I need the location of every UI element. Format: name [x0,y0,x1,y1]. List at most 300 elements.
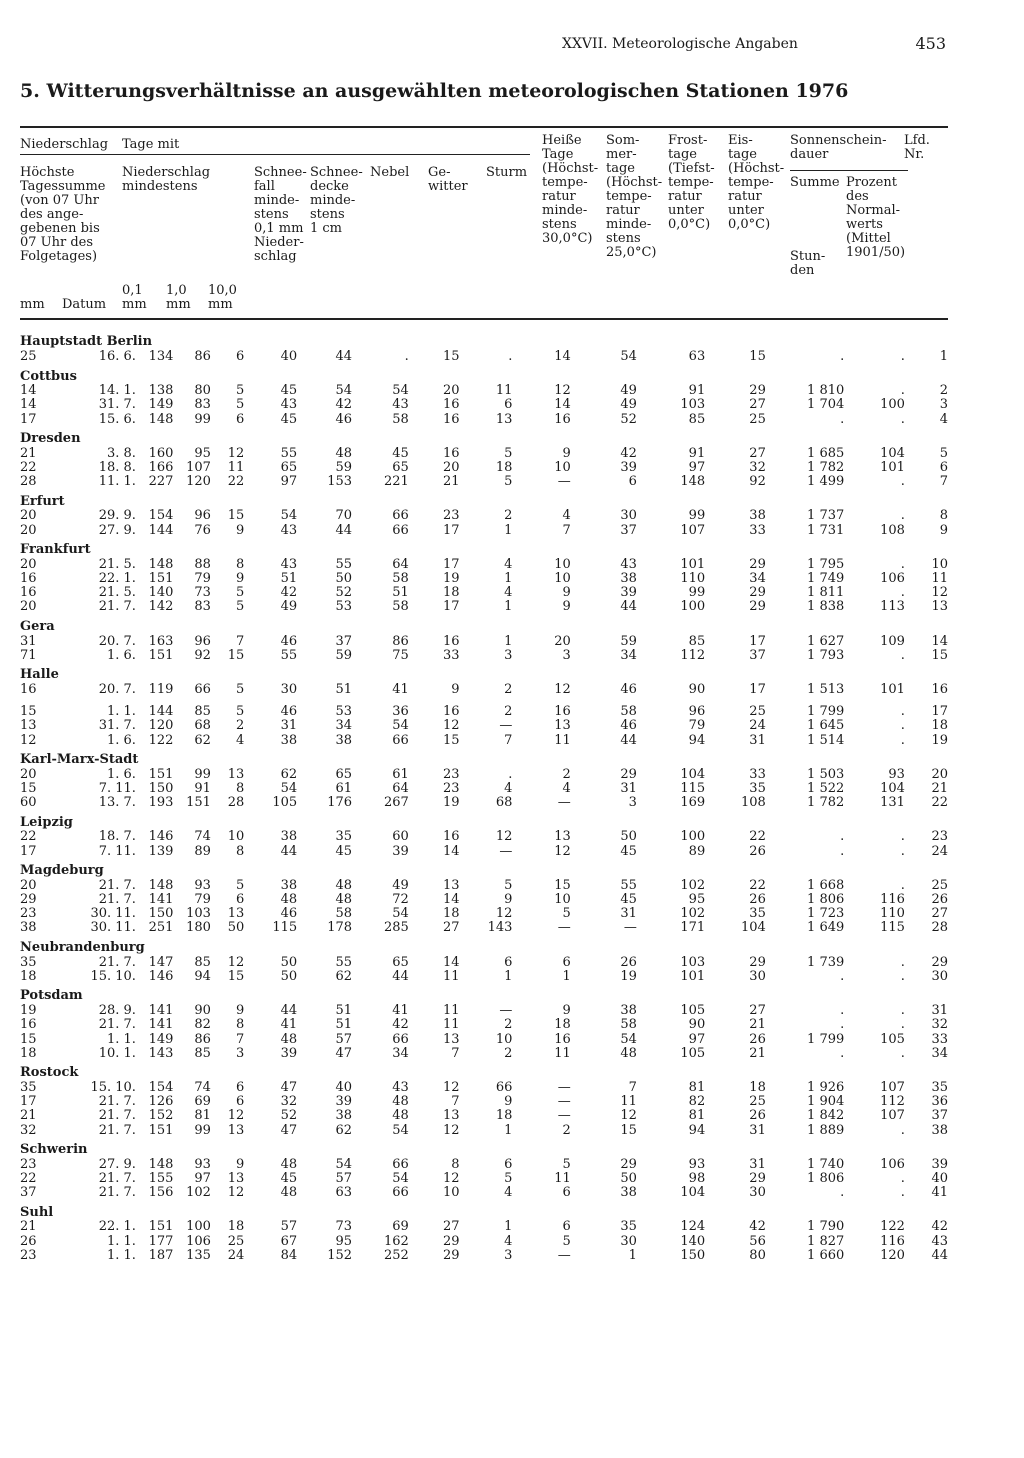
table-cell: 21 [749,1045,766,1061]
table-cell: — [499,1003,513,1019]
table-cell: 17 [20,843,37,859]
table-cell: 84 [280,1247,298,1263]
table-cell: 51 [280,571,298,587]
table-cell: 12 [20,732,37,748]
table-cell: 54 [392,718,409,734]
table-cell: 45 [392,445,409,461]
table-cell: 101 [680,556,706,572]
table-cell: 20 [554,633,571,649]
table-cell: 143 [487,920,513,936]
table-cell: 60 [20,795,37,811]
table-cell: 35 [335,829,353,845]
table-cell: 1 [504,633,513,649]
table-cell: 30. 11. [90,920,136,936]
table-cell: 9 [235,1003,245,1019]
table-cell: 44 [280,1003,298,1019]
hdr-sturm: Sturm [486,165,528,180]
table-cell: . [404,349,409,364]
table-cell: 146 [148,829,174,845]
table-row [20,1172,948,1186]
table-cell: 15 [20,781,37,797]
table-cell: 14 [554,397,571,413]
table-cell: 26 [749,892,766,908]
table-cell: 1 499 [807,474,845,490]
table-cell: . [840,968,845,984]
table-cell: 5 [562,1233,571,1249]
table-cell: 58 [392,599,409,615]
table-cell: 27. 9. [98,1156,136,1172]
table-cell: 85 [194,704,211,720]
table-cell: 27 [749,397,766,413]
table-cell: 14 [442,843,460,859]
table-cell: 20 [442,460,460,476]
table-cell: 134 [148,349,174,364]
table-cell: 1 810 [807,383,845,399]
table-cell: 100 [680,829,706,845]
station-name: Suhl [20,1204,54,1220]
table-cell: . [840,1003,845,1019]
table-cell: 116 [880,892,905,908]
table-cell: 16 [442,445,460,461]
table-cell: 4 [504,781,513,797]
table-cell: . [900,829,905,845]
table-cell: 43 [280,397,298,413]
table-cell: 1 723 [807,906,845,922]
station-name: Potsdam [20,988,83,1004]
weather-table [20,330,948,1263]
table-cell: 44 [620,599,637,615]
table-cell: 44 [392,968,409,984]
table-row [20,956,948,970]
table-cell: 24 [931,843,948,859]
table-cell: 15 [931,647,948,663]
table-cell: 1 749 [807,571,845,587]
table-cell: 17 [442,522,460,538]
table-row [20,893,948,907]
table-cell: 21. 7. [98,954,136,970]
hdr-heisse: Heiße Tage (Höchst- tempe- ratur minde- stens 30,0°C) [542,133,599,246]
table-cell: 171 [680,920,706,936]
table-cell: 50 [620,829,637,845]
table-cell: 155 [148,1170,174,1186]
table-cell: 74 [194,829,211,845]
table-cell: 10 [554,460,571,476]
table-cell: 148 [680,474,706,490]
table-cell: 221 [383,474,409,490]
table-row [20,879,948,893]
table-cell: 11. 1. [98,474,136,490]
table-cell: 6 [628,474,637,490]
table-cell: 31 [931,1003,948,1019]
table-cell: 1 842 [807,1108,845,1124]
table-cell: 27 [749,1003,766,1019]
table-cell: 4 [562,781,571,797]
table-cell: 104 [680,1185,706,1201]
table-cell: 2 [504,1017,513,1033]
table-cell: 1 [504,599,513,615]
table-cell: 37 [620,522,637,538]
table-cell: 1 799 [807,704,845,720]
table-cell: 9 [939,522,948,538]
table-cell: 85 [688,411,706,427]
table-cell: 66 [392,508,409,524]
table-cell: 30. 11. [90,906,136,922]
table-cell: 148 [148,1156,174,1172]
table-cell: 13 [442,1108,460,1124]
table-cell: 17 [749,682,766,698]
table-cell: 31. 7. [98,397,136,413]
hdr-frost: Frost- tage (Tiefst- tempe- ratur unter 0,0°C) [668,133,715,232]
table-cell: 1 649 [807,920,845,936]
table-cell: 21 [20,1108,37,1124]
table-cell: 15 [442,732,460,748]
table-cell: 32 [280,1094,298,1110]
table-cell: 66 [392,732,409,748]
table-cell: 10 [554,556,571,572]
table-cell: 12 [227,1108,245,1124]
table-cell: 105 [680,1045,706,1061]
table-cell: 3. 8. [106,445,136,461]
table-cell: 12 [227,445,245,461]
table-cell: 107 [880,1079,905,1095]
table-cell: 21. 7. [98,1185,136,1201]
table-cell: 52 [280,1108,298,1124]
table-cell: 17 [442,556,460,572]
table-cell: 16 [20,571,37,587]
table-cell: 20 [20,556,37,572]
table-cell: 105 [272,795,298,811]
table-cell: 35 [20,1079,37,1095]
table-cell: 41 [392,682,409,698]
table-cell: 54 [280,781,298,797]
table-cell: 187 [148,1247,174,1263]
table-cell: 3 [235,1045,245,1061]
table-cell: — [499,843,513,859]
table-cell: 6 [562,1219,571,1235]
table-cell: 109 [880,633,905,649]
table-cell: 100 [680,599,706,615]
table-cell: 1 806 [807,1170,845,1186]
table-cell: 5 [235,877,245,893]
table-cell: 15. 10. [90,1079,136,1095]
table-cell: — [557,1108,571,1124]
table-cell: 20 [20,599,37,615]
table-cell: 38 [280,829,298,845]
table-cell: 139 [148,843,174,859]
table-cell: 31 [620,781,637,797]
table-row [20,1109,948,1123]
table-row [20,398,948,412]
table-cell: 107 [680,522,706,538]
table-cell: 38 [280,732,298,748]
table-cell: 79 [688,718,706,734]
table-cell: 16 [442,704,460,720]
table-row [20,1186,948,1200]
station-name: Halle [20,667,59,683]
table-cell: 1 [562,968,571,984]
table-row [20,768,948,782]
table-cell: 15 [442,349,460,364]
table-cell: 1 739 [807,954,845,970]
table-cell: . [840,349,845,364]
table-cell: 21. 7. [98,1122,136,1138]
table-cell: 21. 7. [98,1017,136,1033]
table-cell: 75 [392,647,409,663]
table-row [20,649,948,663]
table-cell: 38 [280,877,298,893]
table-cell: 21. 7. [98,1108,136,1124]
table-cell: 35 [20,954,37,970]
table-cell: 166 [148,460,174,476]
table-cell: 62 [335,968,353,984]
table-cell: 35 [749,906,766,922]
table-cell: 43 [280,522,298,538]
table-cell: . [900,474,905,490]
table-cell: 30 [749,1185,766,1201]
table-row [20,461,948,475]
table-cell: 110 [880,906,905,922]
table-cell: 8 [235,1017,245,1033]
station-header [20,615,948,635]
table-cell: 34 [335,718,353,734]
table-cell: 59 [620,633,637,649]
table-cell: 29 [620,766,637,782]
table-cell: 9 [235,522,245,538]
table-cell: — [557,474,571,490]
table-cell: 126 [148,1094,174,1110]
table-cell: 6 [235,892,245,908]
station-header [20,427,948,447]
table-cell: 30 [280,682,298,698]
table-cell: 135 [186,1247,211,1263]
table-cell: 50 [620,1170,637,1186]
table-title: 5. Witterungsverhältnisse an ausgewählten meteorologischen Stationen 1976 [20,80,849,102]
table-cell: 82 [194,1017,211,1033]
table-cell: 3 [628,795,637,811]
table-cell: 40 [335,1079,353,1095]
table-cell: — [557,1079,571,1095]
table-cell: — [557,1094,571,1110]
table-cell: 1 [504,571,513,587]
table-cell: 16 [442,411,460,427]
table-cell: 156 [148,1185,174,1201]
table-row [20,796,948,810]
table-cell: 37 [931,1108,948,1124]
table-cell: 72 [392,892,409,908]
table-cell: 20. 7. [98,633,136,649]
table-cell: 22 [931,795,948,811]
table-cell: 102 [186,1185,211,1201]
table-cell: 97 [194,1170,211,1186]
table-cell: 107 [880,1108,905,1124]
table-cell: . [900,349,905,364]
table-cell: 11 [554,1170,571,1186]
table-cell: 1 [504,1219,513,1235]
table-cell: 6 [235,411,245,427]
station-name: Leipzig [20,814,73,830]
table-cell: 6 [235,349,245,364]
table-cell: 34 [749,571,766,587]
table-cell: 120 [148,718,174,734]
table-row [20,1004,948,1018]
table-cell: 46 [620,718,637,734]
table-cell: 15 [749,349,766,364]
table-cell: 73 [335,1219,353,1235]
table-cell: 14 [554,349,571,364]
table-cell: 93 [688,1156,706,1172]
table-cell: 79 [194,892,211,908]
table-cell: 148 [148,411,174,427]
table-cell: 29 [442,1247,460,1263]
table-cell: 13 [227,766,245,782]
table-cell: . [508,766,513,782]
table-cell: 12 [442,1170,460,1186]
table-cell: 151 [148,571,174,587]
table-cell: 66 [392,1156,409,1172]
table-cell: 24 [749,718,766,734]
table-cell: 141 [148,1017,174,1033]
table-cell: 14 [931,633,948,649]
table-cell: 32 [931,1017,948,1033]
table-cell: 23 [931,829,948,845]
table-cell: 21 [749,1017,766,1033]
table-cell: 98 [688,1170,706,1186]
table-cell: 85 [194,1045,211,1061]
station-header [20,936,948,956]
table-cell: 5 [504,474,513,490]
table-cell: 28 [20,474,37,490]
table-cell: 147 [148,954,174,970]
table-cell: 8 [235,781,245,797]
table-cell: 6 [939,460,948,476]
table-cell: 2 [504,1045,513,1061]
table-cell: . [900,383,905,399]
table-cell: 38 [335,1108,353,1124]
table-row [20,830,948,844]
table-cell: 13 [442,877,460,893]
table-cell: 169 [680,795,706,811]
table-cell: 1 685 [807,445,845,461]
table-cell: 5 [235,397,245,413]
table-cell: 32 [749,460,766,476]
table-cell: 28. 9. [98,1003,136,1019]
table-cell: 138 [148,383,174,399]
table-cell: 267 [383,795,409,811]
table-cell: 17 [20,1094,37,1110]
table-cell: 6 [235,1094,245,1110]
table-cell: 11 [620,1094,637,1110]
table-cell: 42 [280,585,298,601]
table-cell: 122 [880,1219,905,1235]
table-cell: 48 [280,1031,298,1047]
table-cell: 143 [148,1045,174,1061]
table-cell: 13 [554,718,571,734]
table-cell: 58 [392,571,409,587]
table-cell: 21. 5. [98,585,136,601]
table-cell: 99 [688,508,706,524]
table-cell: 45 [280,411,298,427]
table-cell: 49 [620,383,637,399]
table-cell: 21 [442,474,460,490]
table-cell: 22 [20,1170,37,1186]
table-cell: 26 [749,1108,766,1124]
table-cell: 154 [148,508,174,524]
table-row [20,635,948,649]
table-cell: 16 [20,682,37,698]
table-cell: 15 [20,1031,37,1047]
table-cell: 12 [495,906,513,922]
table-cell: 18 [20,968,37,984]
hdr-gewitter: Ge- witter [428,165,468,194]
table-cell: 1 513 [807,682,845,698]
table-cell: 42 [335,397,353,413]
table-cell: 31 [620,906,637,922]
table-cell: 48 [280,1185,298,1201]
table-cell: 29 [749,585,766,601]
table-cell: 21 [931,781,948,797]
table-cell: 26 [749,1031,766,1047]
table-cell: 15 [227,968,245,984]
hdr-mm: mm [20,297,45,312]
table-cell: 50 [335,571,353,587]
table-cell: 7 [628,1079,637,1095]
table-cell: 11 [227,460,245,476]
table-cell: 41 [280,1017,298,1033]
table-cell: 43 [392,1079,409,1095]
table-cell: 9 [235,571,245,587]
table-cell: 68 [495,795,513,811]
table-cell: 94 [688,1122,706,1138]
table-cell: 70 [335,508,353,524]
table-cell: 1 926 [807,1079,845,1095]
table-cell: 37 [749,647,766,663]
table-cell: 38 [620,1185,637,1201]
table-cell: 116 [880,1233,905,1249]
table-cell: 31 [749,1122,766,1138]
table-cell: 81 [688,1108,706,1124]
table-cell: 13 [227,906,245,922]
table-cell: 23 [20,1156,37,1172]
table-cell: 58 [620,1017,637,1033]
table-cell: 29 [620,1156,637,1172]
table-cell: 5 [235,682,245,698]
hdr-sonne: Sonnenschein- dauer [790,133,887,162]
table-cell: 142 [148,599,174,615]
table-cell: 100 [880,397,905,413]
table-cell: 37 [335,633,353,649]
table-cell: 32 [20,1122,37,1138]
table-cell: . [900,1170,905,1186]
table-cell: 45 [280,1170,298,1186]
table-cell: 18 [931,718,948,734]
station-name: Hauptstadt Berlin [20,334,153,350]
table-cell: 131 [880,795,905,811]
station-header [20,748,948,768]
table-cell: 64 [392,556,409,572]
table-cell: 80 [749,1247,766,1263]
table-cell: 14 [20,397,37,413]
table-cell: 13 [495,411,513,427]
table-cell: 35 [620,1219,637,1235]
table-cell: 94 [688,732,706,748]
table-cell: . [840,829,845,845]
table-cell: 23 [442,766,460,782]
table-cell: 34 [931,1045,948,1061]
table-row [20,1018,948,1032]
table-cell: 6 [504,1156,513,1172]
table-cell: 1 806 [807,892,845,908]
table-cell: . [900,1003,905,1019]
